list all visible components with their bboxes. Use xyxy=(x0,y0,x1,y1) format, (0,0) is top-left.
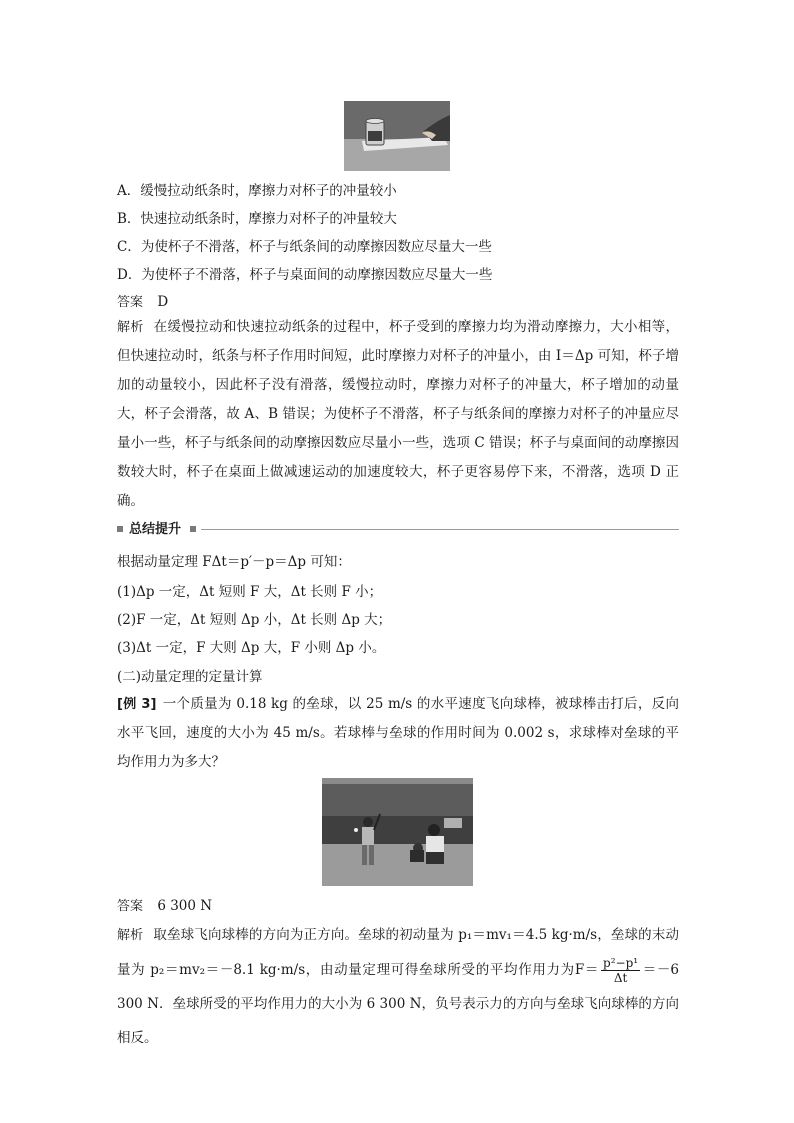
summary-item-1: (1)Δp 一定，Δt 短则 F 大，Δt 长则 F 小； xyxy=(117,584,383,600)
analysis-2 xyxy=(117,918,679,1055)
square-bullet-icon xyxy=(190,526,196,532)
section-title: (二)动量定理的定量计算 xyxy=(117,669,263,685)
answer-1 xyxy=(117,292,168,313)
divider xyxy=(201,529,679,530)
option-a: A．缓慢拉动纸条时，摩擦力对杯子的冲量较小 xyxy=(117,183,397,199)
answer-2 xyxy=(117,896,212,917)
analysis-text-part2: ＝－6 300 N．垒球所受的平均作用力的大小为 6 300 N，负号表示力的方向与垒球飞向球棒的方向相反。 xyxy=(117,962,680,1046)
option-b: B．快速拉动纸条时，摩擦力对杯子的冲量较大 xyxy=(117,211,397,227)
example-3 xyxy=(117,690,679,777)
softball-batter-photo xyxy=(322,778,473,886)
example-text: 一个质量为 0.18 kg 的垒球，以 25 m/s 的水平速度飞向球棒，被球棒击打后，反向水平飞回，速度的大小为 45 m/s。若球棒与垒球的作用时间为 0.002 s，求球棒对垒球的平均作用力为多大？ xyxy=(117,696,679,770)
option-d: D．为使杯子不滑落，杯子与桌面间的动摩擦因数应尽量大一些 xyxy=(117,267,493,283)
cup-on-paper-photo xyxy=(344,101,450,171)
analysis-label: 解析 xyxy=(117,928,144,943)
example-label: [例 3] xyxy=(117,697,157,712)
square-bullet-icon xyxy=(117,526,123,532)
answer-label: 答案 xyxy=(117,295,144,310)
analysis-text: 在缓慢拉动和快速拉动纸条的过程中，杯子受到的摩擦力均为滑动摩擦力，大小相等，但快速拉动时，纸条与杯子作用时间短，此时摩擦力对杯子的冲量小，由 I＝Δp 可知，杯子增加的动量较小，因此杯子没有滑落，缓慢拉动时，摩擦力对杯子的冲量大，杯子增加的动量大，杯子会滑落，故 A、B 错误；为使杯子不滑落，杯子与纸条间的摩擦力对杯子的冲量应尽量小一些，杯子与纸条间的动摩擦因数应尽量小一些，选项 C 错误；杯子与桌面间的动摩擦因数较大时，杯子在桌面上做减速运动的加速度较大，杯子更容易停下来，不滑落，选项 D 正确。 xyxy=(117,319,679,509)
option-c: C．为使杯子不滑落，杯子与纸条间的动摩擦因数应尽量大一些 xyxy=(117,239,492,255)
analysis-text-part1: 取垒球飞向球棒的方向为正方向。垒球的初动量为 p₁＝mv₁＝4.5 kg·m/s，垒球的末动量为 p₂＝mv₂＝－8.1 kg·m/s，由动量定理可得垒球所受的平均作用力为F＝ xyxy=(117,927,679,978)
fraction-denominator: Δt xyxy=(613,971,628,985)
analysis-label: 解析 xyxy=(117,320,144,335)
fraction-numerator: p²−p¹ xyxy=(603,956,639,970)
summary-heading xyxy=(117,520,679,540)
summary-intro: 根据动量定理 FΔt＝p′－p＝Δp 可知： xyxy=(117,554,351,570)
answer-label: 答案 xyxy=(117,899,144,914)
summary-title: 总结提升 xyxy=(129,522,182,537)
answer-value: 6 300 N xyxy=(157,898,213,914)
summary-item-3: (3)Δt 一定，F 大则 Δp 大，F 小则 Δp 小。 xyxy=(117,640,386,656)
fraction xyxy=(601,956,640,985)
analysis-1 xyxy=(117,313,679,516)
answer-value: D xyxy=(157,294,169,310)
summary-item-2: (2)F 一定，Δt 短则 Δp 小，Δt 长则 Δp 大； xyxy=(117,612,392,628)
